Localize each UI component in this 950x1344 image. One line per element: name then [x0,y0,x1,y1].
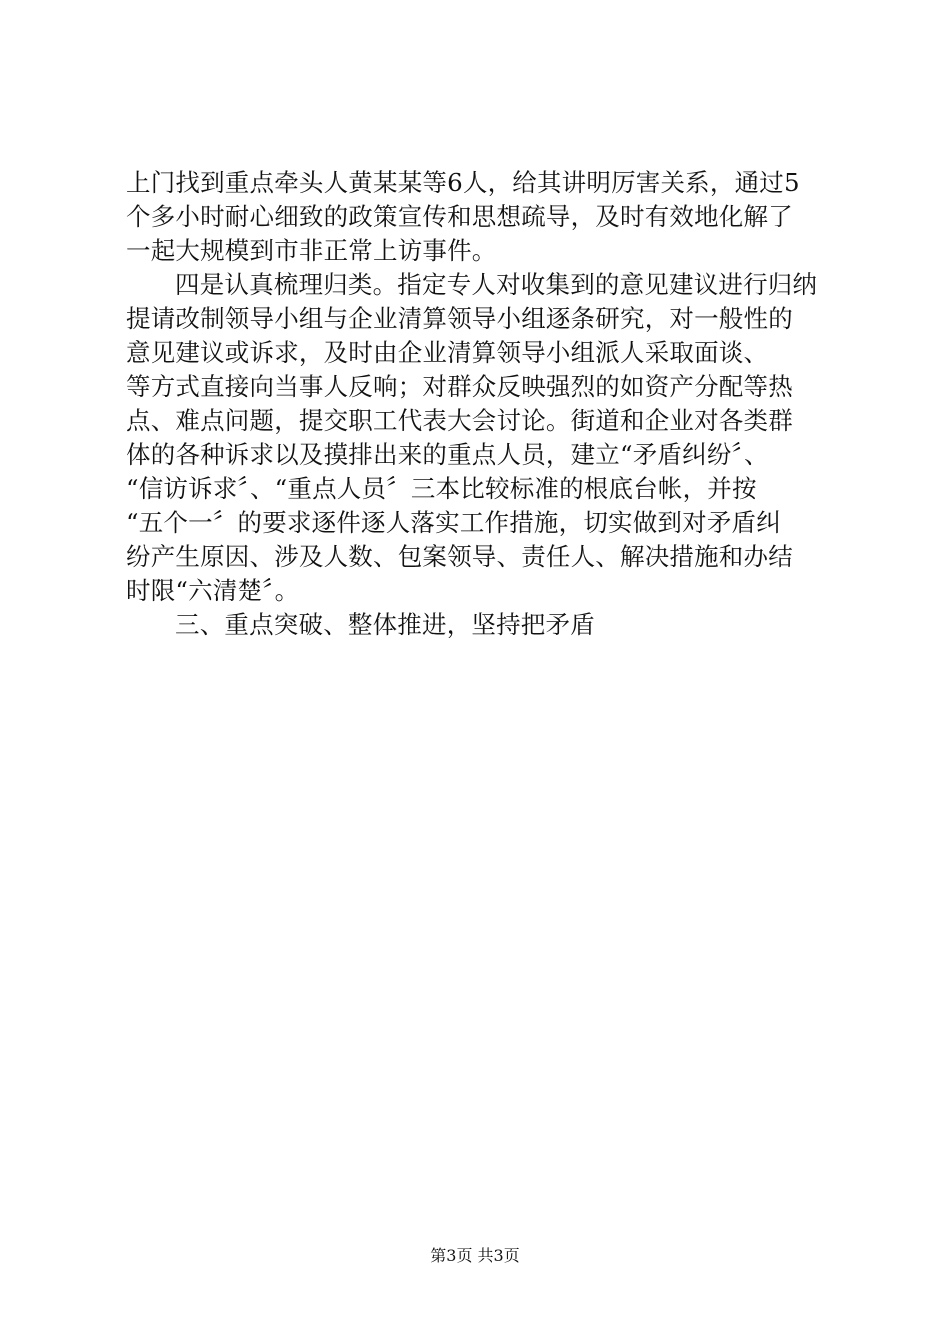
page-footer [0,1246,950,1266]
paragraph-start-line: 四是认真梳理归类。指定专人对收集到的意见建议进行归纳 [175,270,818,299]
text-line: 提请改制领导小组与企业清算领导小组逐条研究，对一般性的 [126,304,793,333]
section-heading-line: 三、重点突破、整体推进，坚持把矛盾 [175,610,595,639]
text-line: 上门找到重点牵头人黄某某等6人，给其讲明厉害关系，通过5 [126,168,800,197]
text-line: “五个一〞的要求逐件逐人落实工作措施，切实做到对矛盾纠 [126,508,781,537]
text-line: 点、难点问题，提交职工代表大会讨论。街道和企业对各类群 [126,406,793,435]
text-line: 时限“六清楚〞。 [126,576,300,605]
page-number: 第3页 共3页 [430,1246,520,1265]
text-line: 等方式直接向当事人反响；对群众反映强烈的如资产分配等热 [126,372,793,401]
document-body [126,166,836,642]
text-line: 意见建议或诉求，及时由企业清算领导小组派人采取面谈、 [126,338,769,367]
text-line: 个多小时耐心细致的政策宣传和思想疏导，及时有效地化解了 [126,202,793,231]
text-line: “信访诉求〞、“重点人员〞三本比较标准的根底台帐，并按 [126,474,757,503]
text-line: 体的各种诉求以及摸排出来的重点人员，建立“矛盾纠纷〞、 [126,440,769,469]
text-line: 一起大规模到市非正常上访事件。 [126,236,497,265]
text-line: 纷产生原因、涉及人数、包案领导、责任人、解决措施和办结 [126,542,793,571]
